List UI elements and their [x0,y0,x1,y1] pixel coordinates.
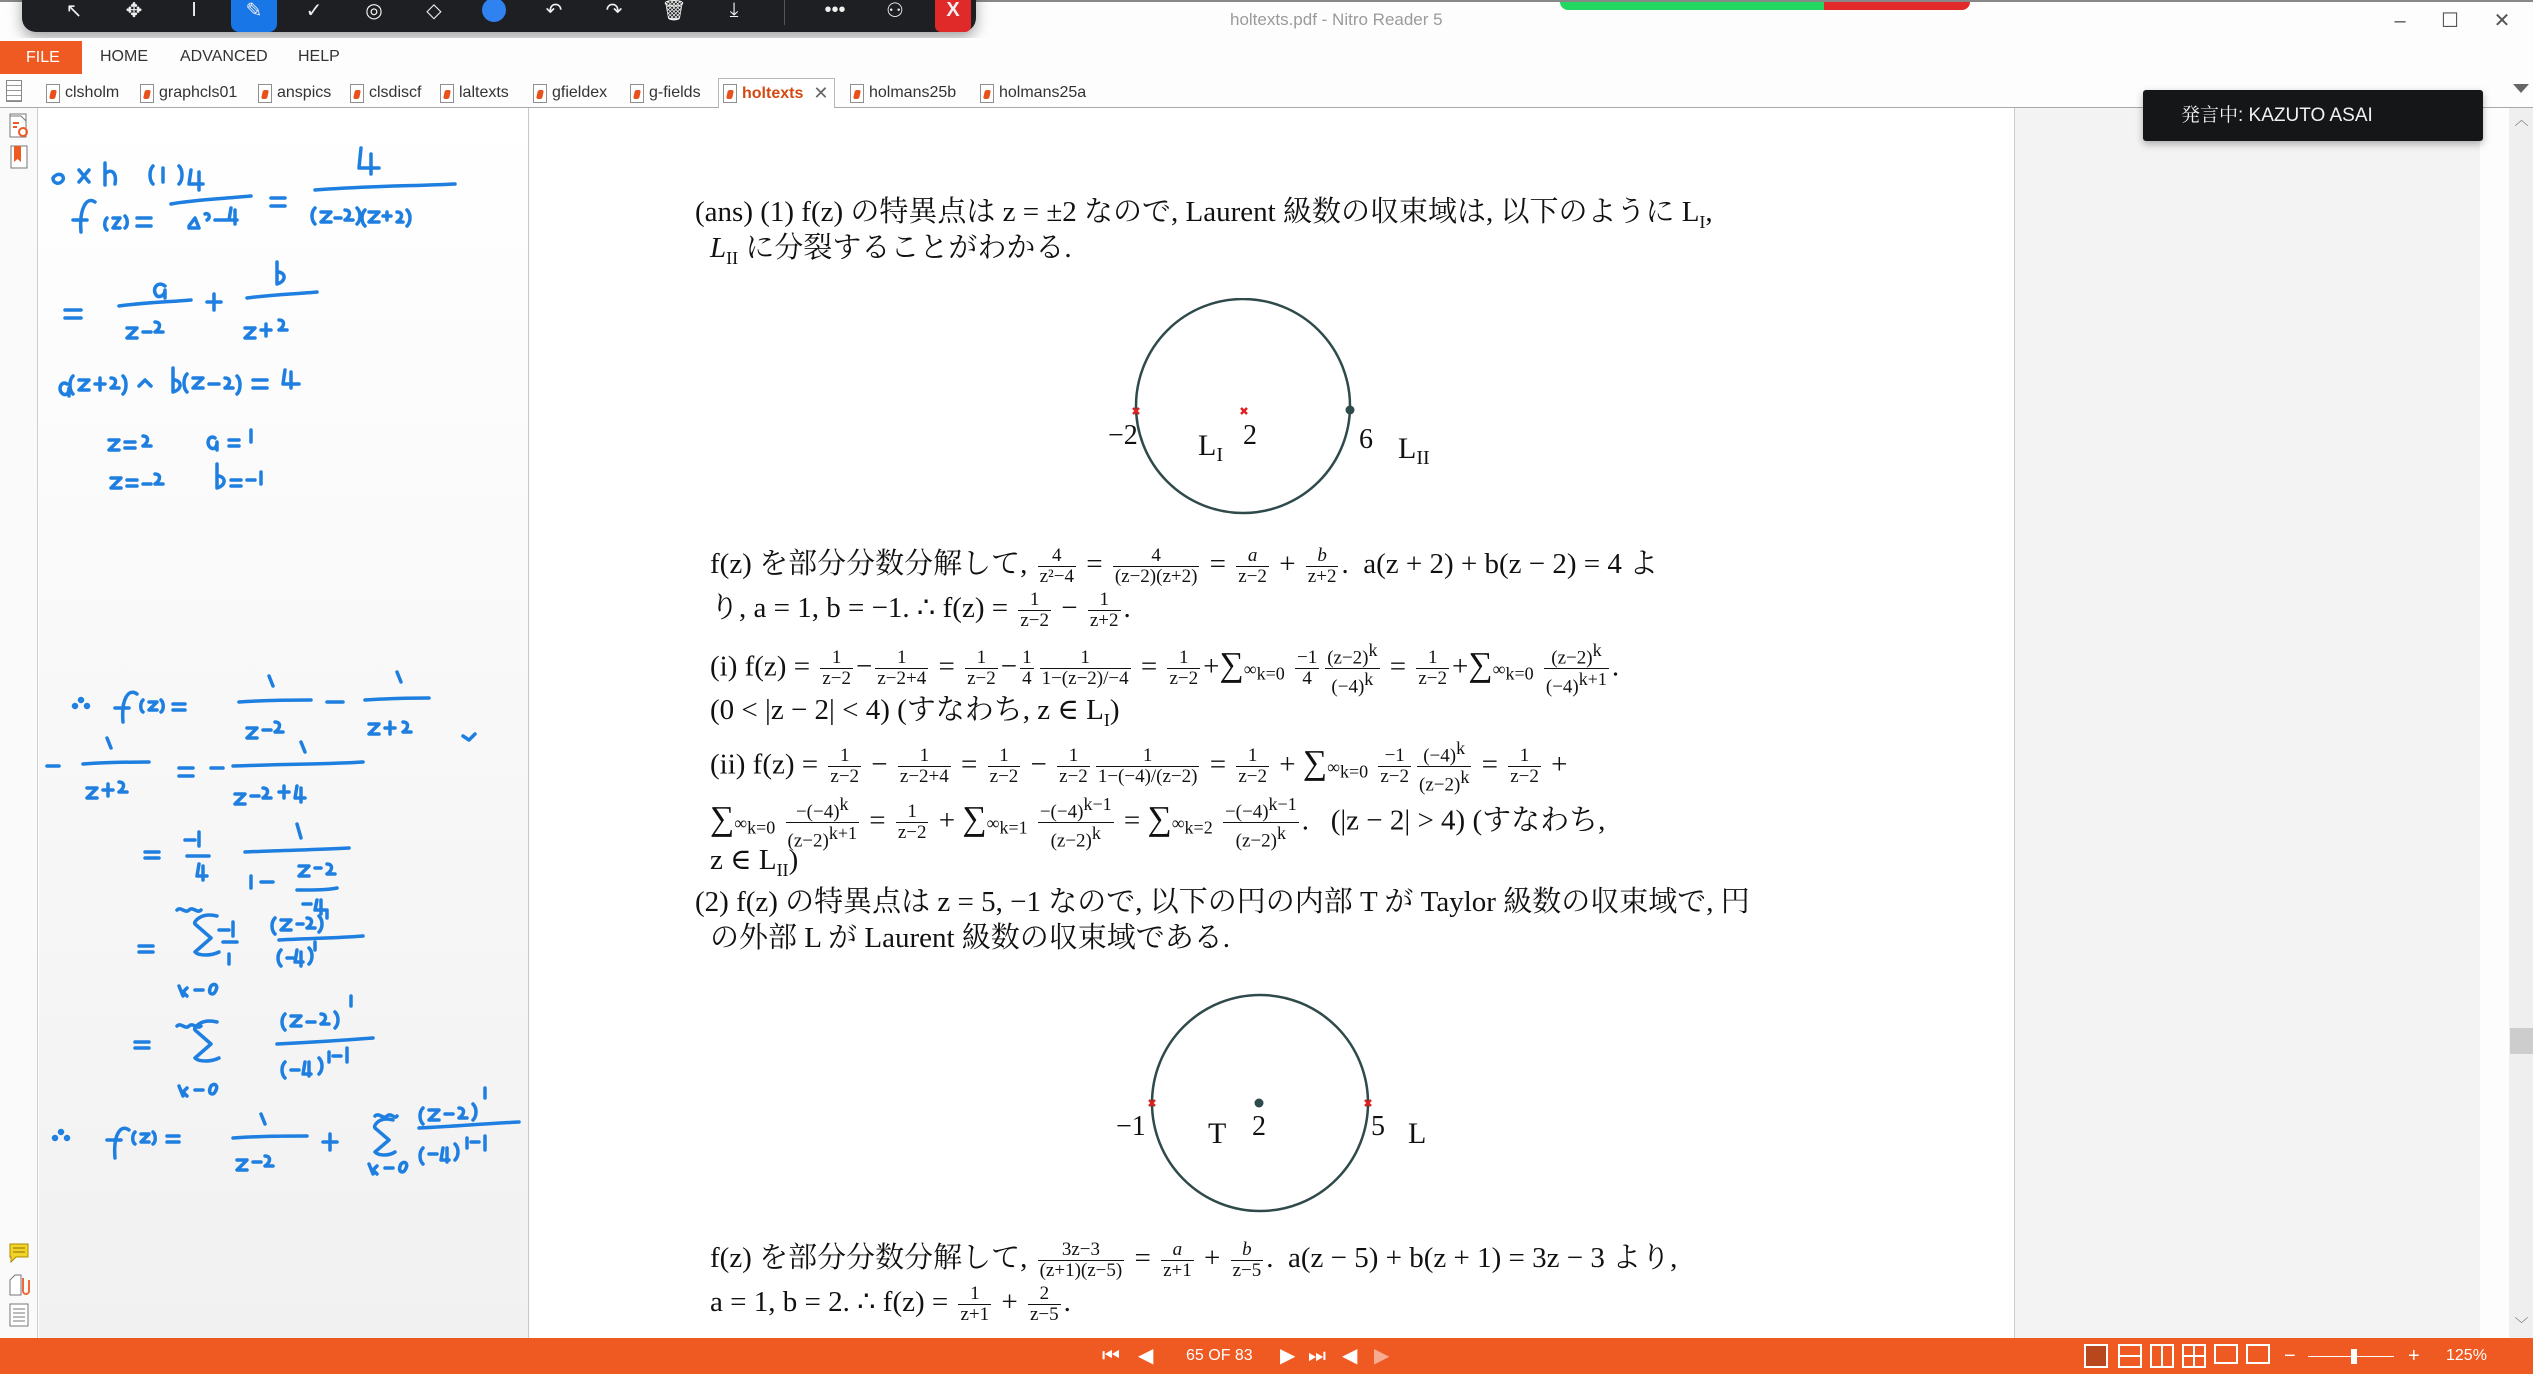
status-bar [0,1338,2533,1374]
tab-holmans25a[interactable]: holmans25a [980,78,1086,108]
tab-list-icon[interactable] [6,80,22,102]
pdf-file-icon [533,84,547,103]
label-center-2: 2 [1252,1111,1266,1142]
vertical-scrollbar[interactable] [2508,108,2533,1338]
tab-anspics[interactable]: anspics [258,78,331,108]
redo-icon[interactable]: ↷ [605,0,623,22]
paragraph-partial-fractions-1: f(z) を部分分数分解して, $\frac{4}{\text{z²−4}}$ = $\frac{4}{(z-2)(z+2)}$ = $\frac{a}{z-2}$ + $\frac{b}{z+2}$ . a(z + 2) + b(z − 2) = 4 よ [710,545,1659,587]
maximize-button[interactable]: ☐ [2441,10,2459,32]
fullscreen-view-icon[interactable] [2246,1344,2270,1364]
paragraph-case-ii: (ii) f(z) = $\frac{1}{z-2}$ − $\frac{1}{z-2+4}$ = $\frac{1}{z-2}$ − $\frac{1}{z-2}$ $\frac{1}{1-(-4)/(z-2)}$ = $\frac{1}{z-2}$ + $\sum\infty_{k=0}$ $\frac{-1}{z-2}$ $\frac{(-4)^k}{(z-2)^k}$ = $\frac{1}{z-2}$ + [710,738,1568,796]
paragraph-part2-intro-cont: の外部 L が Laurent 級数の収束域である. [710,922,1231,954]
pdf-file-icon [46,84,60,103]
minimize-button[interactable]: – [2394,10,2406,32]
color-swatch-icon [482,0,506,22]
paragraph-partial-fractions-1-result: り, a = 1, b = −1. ∴ f(z) = $\frac{1}{z-2}$ − $\frac{1}{z+2}$ . [710,589,1131,631]
previous-page-icon[interactable]: ◀ [1138,1345,1154,1367]
meeting-level-indicator [1560,2,1970,10]
menu-bar [0,38,2533,74]
toolbar-divider [784,0,785,25]
color-picker-button[interactable] [464,0,524,32]
label-5: 5 [1371,1111,1385,1142]
pen-icon[interactable]: ✎ [231,0,277,32]
pdf-file-icon [850,84,864,103]
pdf-file-icon [440,84,454,103]
paragraph-part2-intro: (2) f(z) の特異点は z = 5, −1 なので, 以下の円の内部 T が Taylor 級数の収束域で, 円 [695,886,1750,918]
document-viewer[interactable] [530,108,2480,1338]
close-window-button[interactable]: ✕ [2493,10,2511,32]
scrollbar-thumb[interactable] [2510,1028,2533,1054]
undo-icon[interactable]: ↶ [545,0,563,22]
tab-laltexts[interactable]: laltexts [440,78,509,108]
tab-graphcls01[interactable]: graphcls01 [140,78,237,108]
tab-g-fields[interactable]: g-fields [630,78,701,108]
label-6: 6 [1359,424,1373,455]
next-page-icon[interactable]: ▶ [1280,1345,1296,1367]
region-label-T: T [1208,1117,1227,1150]
menu-advanced[interactable]: ADVANCED [180,48,268,65]
tab-clsdiscf[interactable]: clsdiscf [350,78,421,108]
first-page-icon[interactable]: ⏮ [1102,1345,1120,1367]
region-label-LII: $L_{II}$ [1398,432,1430,469]
convergence-region-diagram-2 [1090,993,1510,1223]
zoom-out-button[interactable]: − [2284,1345,2296,1367]
single-page-view-icon[interactable] [2084,1344,2108,1368]
region-label-LI: $L_I$ [1198,429,1223,466]
eraser-icon[interactable]: ◇ [426,0,442,22]
pdf-file-icon [723,84,737,103]
annotation-toolbar [22,0,976,32]
facing-view-icon[interactable] [2150,1344,2174,1368]
paragraph-case-i: (i) f(z) = $\frac{1}{z-2}$ − $\frac{1}{z-2+4}$ = $\frac{1}{z-2}$ − $\frac{1}{4}$ $\frac{1}{1-(z-2)/-4}$ = $\frac{1}{z-2}$ $+\sum\infty_{k=0}$ $\frac{-1}{4}$ $\frac{(z-2)^k}{(-4)^k}$ = $\frac{1}{z-2}$ $+\sum\infty_{k=0}$ $\frac{(z-2)^k}{(-4)^{k+1}}$ . [710,640,1620,698]
pdf-file-icon [980,84,994,103]
check-icon[interactable]: ✓ [305,0,323,22]
pdf-file-icon [258,84,272,103]
tab-overflow-chevron-icon[interactable] [2513,84,2529,93]
tab-gfieldex[interactable]: gfieldex [533,78,607,108]
previous-view-icon[interactable]: ◀︎ [1342,1345,1358,1367]
paragraph-part1-intro-cont: $L_{II}$ に分裂することがわかる. [710,232,1072,268]
search-document-icon[interactable] [8,114,30,140]
select-arrow-icon[interactable]: ↖ [65,0,83,22]
scroll-down-arrow-icon[interactable]: ﹀ [2514,1316,2529,1332]
paragraph-partial-fractions-2-result: a = 1, b = 2. ∴ f(z) = $\frac{1}{z+1}$ + $\frac{2}{z-5}$ . [710,1283,1071,1325]
paragraph-case-ii-range: z ∈ $L_{II}$) [710,844,799,880]
menu-home[interactable]: HOME [100,48,148,65]
continuous-view-icon[interactable] [2118,1344,2142,1368]
close-toolbar-button[interactable]: X [935,0,971,32]
next-view-icon[interactable]: ▶︎ [1374,1345,1390,1367]
more-options-icon[interactable]: ••• [824,0,846,21]
window-title: holtexts.pdf - Nitro Reader 5 [1230,10,1443,29]
pan-icon[interactable]: ✥ [125,0,143,22]
zoom-in-button[interactable]: + [2408,1345,2420,1367]
handwritten-notes-panel[interactable] [39,108,529,1338]
region-label-L: L [1408,1117,1427,1150]
trash-icon[interactable]: 🗑 [661,0,687,22]
page-indicator[interactable]: 65 OF 83 [1186,1347,1253,1364]
text-cursor-icon[interactable]: I [191,0,197,21]
pdf-file-icon [140,84,154,103]
tab-holtexts[interactable]: holtexts ✕ [718,78,835,108]
paragraph-case-i-range: (0 < |z − 2| < 4) (すなわち, z ∈ $L_I$) [710,694,1120,730]
user-shield-icon[interactable]: ⚇ [886,0,904,22]
tab-holmans25b[interactable]: holmans25b [850,78,956,108]
outline-list-icon[interactable] [8,1302,30,1328]
bookmarks-icon[interactable] [8,144,30,170]
convergence-region-diagram-1 [1080,298,1500,538]
facing-continuous-view-icon[interactable] [2182,1344,2206,1368]
zoom-slider-thumb[interactable] [2351,1349,2357,1364]
download-icon[interactable]: ⤓ [729,0,739,21]
pdf-file-icon [630,84,644,103]
paragraph-partial-fractions-2: f(z) を部分分数分解して, $\frac{3z-3}{(z+1)(z-5)}$ = $\frac{a}{z+1}$ + $\frac{b}{z-5}$ . a(z − 5) + b(z + 1) = 3z − 3 より, [710,1239,1678,1281]
cover-view-icon[interactable] [2214,1344,2238,1364]
attachments-icon[interactable] [8,1272,30,1298]
active-speaker-toast: 発言中: KAZUTO ASAI [2143,90,2483,141]
left-sidebar-rail [0,108,38,1338]
paragraph-case-ii-cont: $\sum\infty_{k=0}$ $\frac{-(-4)^k}{(z-2)^{k+1}}$ = $\frac{1}{z-2}$ + $\sum\infty_{k=1}$ $\frac{-(-4)^{k-1}}{(z-2)^k}$ = $\sum\infty_{k=2}$ $\frac{-(-4)^{k-1}}{(z-2)^k}$ . (|z − 2| > 4) (すなわち, [710,794,1606,852]
label-minus-2: −2 [1108,420,1138,451]
menu-help[interactable]: HELP [298,48,340,65]
paragraph-part1-intro: (ans) (1) f(z) の特異点は z = ±2 なので, Laurent 級数の収束域は, 以下のように $L_I$, [695,196,1713,232]
tab-clsholm[interactable]: clsholm [46,78,119,108]
last-page-icon[interactable]: ⏭ [1308,1345,1326,1367]
comments-icon[interactable] [8,1240,30,1266]
pdf-page [530,108,2015,1338]
menu-file[interactable]: FILE [0,41,82,74]
label-center-2: 2 [1243,420,1257,451]
scroll-up-arrow-icon[interactable]: ︿ [2514,112,2529,128]
label-minus-1: −1 [1116,1111,1146,1142]
zoom-level[interactable]: 125% [2446,1347,2487,1364]
close-tab-icon[interactable]: ✕ [813,83,829,103]
stamp-icon[interactable]: ◎ [365,0,383,22]
pdf-file-icon [350,84,364,103]
handwritten-ink-strokes [39,108,529,1338]
